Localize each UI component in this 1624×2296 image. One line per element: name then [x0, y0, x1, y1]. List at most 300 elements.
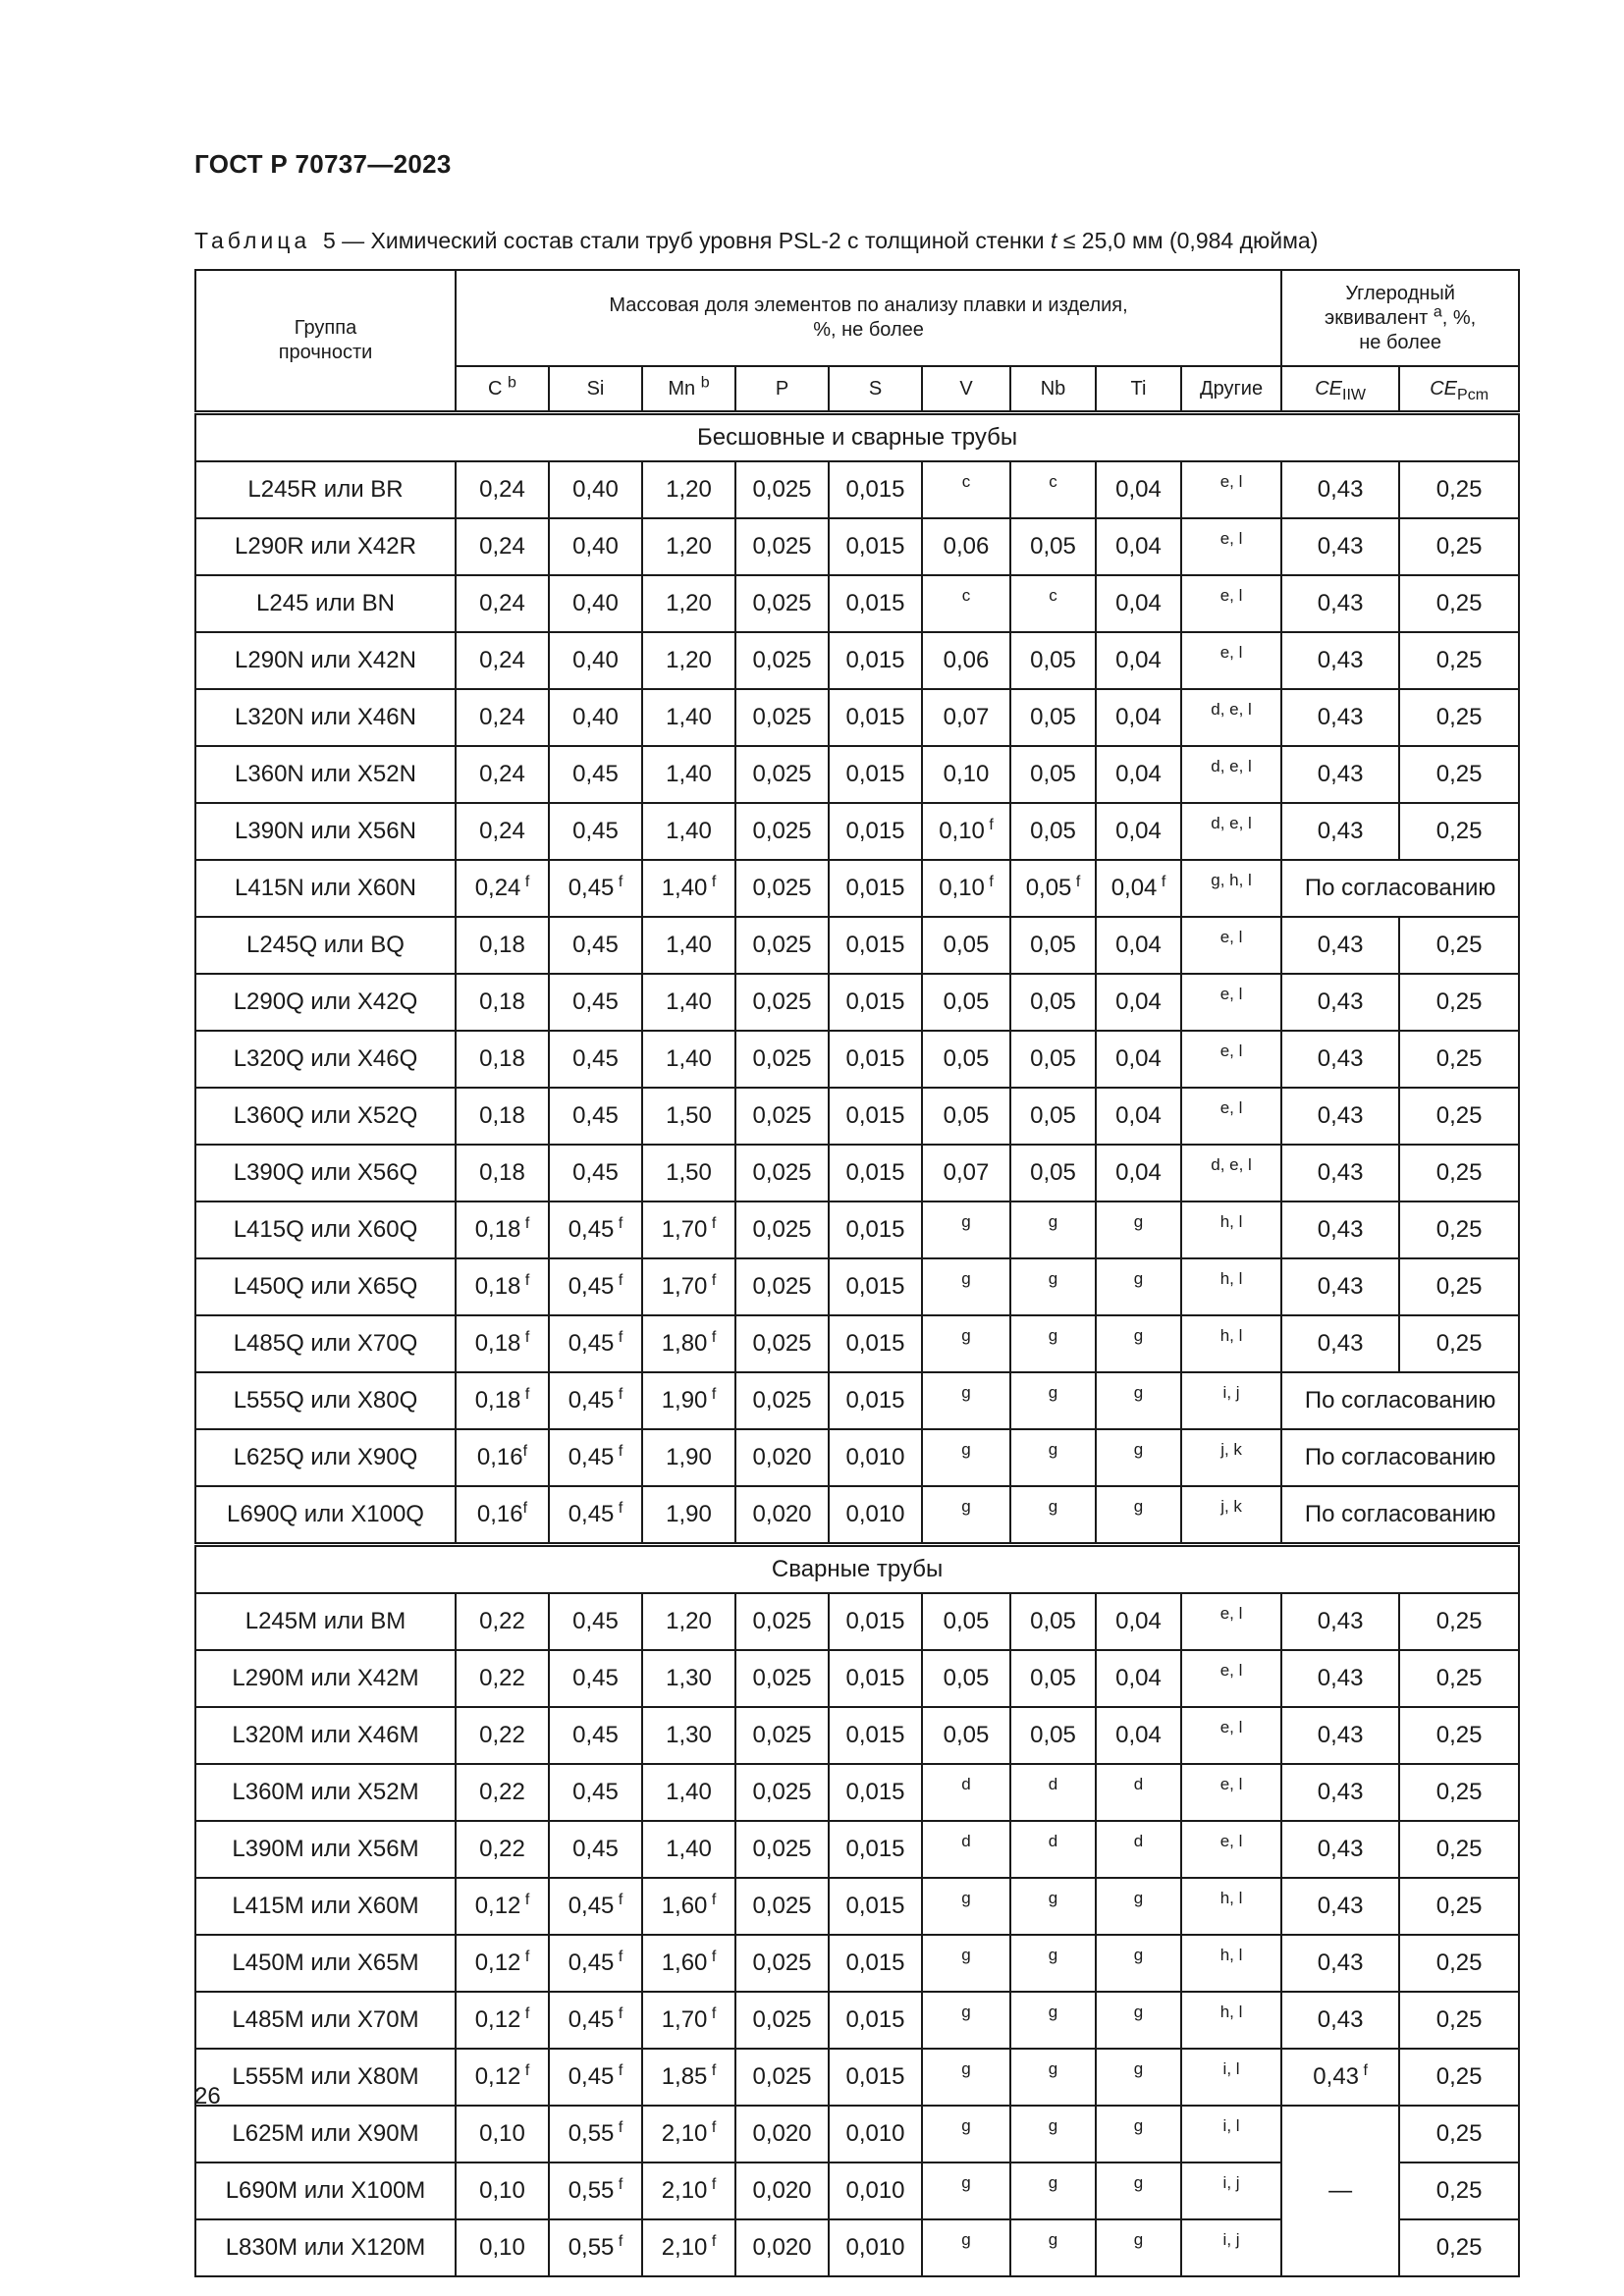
cell-footnote-ref: f	[614, 1215, 623, 1232]
cell-p: 0,025	[735, 1935, 829, 1992]
cell-v	[922, 860, 1010, 917]
cell-ce-pcm: 0,25	[1399, 1258, 1519, 1315]
cell-nb: 0,05	[1010, 1650, 1096, 1707]
cell-c: 0,22	[456, 1707, 549, 1764]
header-ce-line2-post: , %,	[1441, 306, 1477, 329]
cell-other: d, e, l	[1181, 803, 1281, 860]
cell-si: 0,45	[549, 1650, 642, 1707]
cell-si	[549, 2106, 642, 2163]
cell-nb: g	[1010, 2106, 1096, 2163]
cell-s: 0,015	[829, 461, 922, 518]
grade-cell: L625Q или X90Q	[195, 1429, 456, 1486]
page-number: 26	[194, 2083, 221, 2109]
cell-v: 0,10	[922, 746, 1010, 803]
cell-ce-pcm: 0,25	[1399, 2219, 1519, 2276]
grade-cell: L290M или X42M	[195, 1650, 456, 1707]
cell-ce-iiw: 0,43	[1281, 1707, 1399, 1764]
cell-p: 0,025	[735, 1201, 829, 1258]
cell-p: 0,025	[735, 1593, 829, 1650]
cell-footnote-ref: f	[707, 2005, 717, 2022]
cell-nb: g	[1010, 1992, 1096, 2049]
cell-footnote-ref: f	[614, 2233, 623, 2250]
table-row	[195, 632, 1519, 689]
cell-value: 0,45	[568, 1501, 615, 1527]
grade-cell: L555Q или X80Q	[195, 1372, 456, 1429]
cell-c: 0,24	[456, 632, 549, 689]
cell-other: d, e, l	[1181, 746, 1281, 803]
ce-symbol: CE	[1315, 377, 1342, 400]
ce-iiw-header-cell	[1281, 366, 1399, 413]
cell-ti: 0,04	[1096, 1145, 1181, 1201]
cell-other: i, j	[1181, 1372, 1281, 1429]
cell-ti: 0,04	[1096, 974, 1181, 1031]
cell-v: c	[922, 461, 1010, 518]
cell-p: 0,025	[735, 974, 829, 1031]
grade-cell: L320M или X46M	[195, 1707, 456, 1764]
cell-p: 0,020	[735, 1429, 829, 1486]
chemical-composition-table	[194, 269, 1520, 2277]
cell-s: 0,015	[829, 1201, 922, 1258]
cell-ti: g	[1096, 1372, 1181, 1429]
cell-s: 0,010	[829, 1486, 922, 1545]
cell-other: i, l	[1181, 2106, 1281, 2163]
cell-value: 1,90	[661, 1387, 708, 1414]
cell-mn	[642, 2219, 735, 2276]
cell-ti: g	[1096, 2219, 1181, 2276]
cell-s: 0,015	[829, 1878, 922, 1935]
cell-value: 1,40	[661, 875, 708, 901]
cell-ce-by-agreement: По согласованию	[1281, 1486, 1519, 1545]
header-group-text: Группа прочности	[278, 317, 373, 363]
cell-si: 0,40	[549, 689, 642, 746]
cell-c: 0,18	[456, 917, 549, 974]
grade-cell: L245Q или BQ	[195, 917, 456, 974]
section-row	[195, 1545, 1519, 1594]
cell-other: h, l	[1181, 1201, 1281, 1258]
cell-v	[922, 803, 1010, 860]
cell-ce-iiw: 0,43	[1281, 1315, 1399, 1372]
cell-value: 0,45	[568, 2063, 615, 2090]
element-header-cell	[549, 366, 642, 413]
table-row	[195, 1429, 1519, 1486]
cell-c: 0,22	[456, 1650, 549, 1707]
cell-other: g, h, l	[1181, 860, 1281, 917]
grade-cell: L690Q или X100Q	[195, 1486, 456, 1545]
element-header-cell	[922, 366, 1010, 413]
cell-v: g	[922, 2049, 1010, 2106]
cell-v: 0,06	[922, 518, 1010, 575]
cell-footnote-ref: f	[614, 874, 623, 890]
cell-mn: 1,50	[642, 1145, 735, 1201]
cell-nb: 0,05	[1010, 1088, 1096, 1145]
table-row	[195, 917, 1519, 974]
cell-ce-iiw: 0,43	[1281, 1088, 1399, 1145]
cell-v: g	[922, 1935, 1010, 1992]
cell-v: g	[922, 2106, 1010, 2163]
cell-nb: 0,05	[1010, 1593, 1096, 1650]
grade-cell: L290Q или X42Q	[195, 974, 456, 1031]
cell-value: 0,45	[568, 1949, 615, 1976]
grade-cell: L485M или X70M	[195, 1992, 456, 2049]
cell-si: 0,45	[549, 1764, 642, 1821]
cell-ti	[1096, 860, 1181, 917]
cell-ce-pcm: 0,25	[1399, 1878, 1519, 1935]
table-row	[195, 518, 1519, 575]
cell-other: i, j	[1181, 2219, 1281, 2276]
header-ce-line2-sup: a	[1433, 302, 1442, 320]
cell-s: 0,015	[829, 1935, 922, 1992]
cell-ce-pcm: 0,25	[1399, 1935, 1519, 1992]
cell-v: 0,05	[922, 1593, 1010, 1650]
cell-ce-iiw: 0,43	[1281, 974, 1399, 1031]
table-row	[195, 1201, 1519, 1258]
cell-s: 0,015	[829, 1258, 922, 1315]
table-row	[195, 1650, 1519, 1707]
cell-ce-iiw: 0,43	[1281, 575, 1399, 632]
cell-s: 0,010	[829, 2106, 922, 2163]
cell-value: 0,12	[474, 1893, 521, 1919]
cell-p: 0,020	[735, 1486, 829, 1545]
cell-p: 0,025	[735, 2049, 829, 2106]
cell-ce-iiw: 0,43	[1281, 689, 1399, 746]
grade-cell: L415Q или X60Q	[195, 1201, 456, 1258]
cell-ce-iiw: 0,43	[1281, 1031, 1399, 1088]
cell-ti: g	[1096, 1315, 1181, 1372]
cell-ce-iiw: 0,43	[1281, 1992, 1399, 2049]
grade-cell: L290R или X42R	[195, 518, 456, 575]
cell-mn	[642, 860, 735, 917]
cell-s: 0,015	[829, 1764, 922, 1821]
cell-mn: 1,40	[642, 1764, 735, 1821]
cell-si: 0,45	[549, 1145, 642, 1201]
cell-footnote-ref: f	[614, 2062, 623, 2079]
cell-nb: 0,05	[1010, 518, 1096, 575]
cell-c	[456, 1258, 549, 1315]
cell-footnote-ref: f	[520, 2005, 530, 2022]
cell-ti: 0,04	[1096, 1707, 1181, 1764]
cell-s: 0,015	[829, 518, 922, 575]
cell-c: 0,24	[456, 575, 549, 632]
cell-s: 0,015	[829, 689, 922, 746]
cell-footnote-ref: f	[707, 1272, 717, 1289]
header-carbon-equivalent-cell	[1281, 270, 1519, 366]
cell-ce-iiw: 0,43	[1281, 1650, 1399, 1707]
table-row	[195, 1258, 1519, 1315]
cell-v: 0,05	[922, 1031, 1010, 1088]
cell-footnote-ref: f	[707, 2176, 717, 2193]
cell-c	[456, 1935, 549, 1992]
header-mass-line1: Массовая доля элементов по анализу плавки и изделия,	[609, 294, 1128, 316]
cell-nb: 0,05	[1010, 746, 1096, 803]
table-row	[195, 689, 1519, 746]
header-row-1	[195, 270, 1519, 366]
cell-value: 0,24	[474, 875, 521, 901]
cell-footnote-ref: f	[614, 1386, 623, 1403]
cell-ce-pcm: 0,25	[1399, 1764, 1519, 1821]
cell-s: 0,015	[829, 746, 922, 803]
cell-value: 0,18	[474, 1216, 521, 1243]
cell-value: 0,04	[1110, 875, 1158, 901]
cell-value: 0,45	[568, 2006, 615, 2033]
cell-si: 0,40	[549, 461, 642, 518]
cell-v: c	[922, 575, 1010, 632]
cell-c	[456, 2049, 549, 2106]
cell-value: 1,70	[661, 1216, 708, 1243]
cell-si	[549, 1992, 642, 2049]
cell-p: 0,025	[735, 518, 829, 575]
cell-ce-iiw: 0,43	[1281, 1258, 1399, 1315]
cell-s: 0,015	[829, 1650, 922, 1707]
cell-other: e, l	[1181, 1031, 1281, 1088]
cell-c: 0,10	[456, 2219, 549, 2276]
cell-other: i, l	[1181, 2049, 1281, 2106]
cell-value: 0,12	[474, 1949, 521, 1976]
cell-footnote-ref: f	[707, 1215, 717, 1232]
cell-si	[549, 2163, 642, 2219]
cell-nb: g	[1010, 2163, 1096, 2219]
cell-s: 0,015	[829, 1992, 922, 2049]
cell-other: e, l	[1181, 461, 1281, 518]
cell-p: 0,025	[735, 1258, 829, 1315]
cell-other: j, k	[1181, 1429, 1281, 1486]
cell-s: 0,010	[829, 1429, 922, 1486]
cell-mn: 1,40	[642, 974, 735, 1031]
cell-mn	[642, 1992, 735, 2049]
grade-cell: L390Q или X56Q	[195, 1145, 456, 1201]
cell-c: 0,18	[456, 1088, 549, 1145]
cell-c: 0,24	[456, 689, 549, 746]
cell-value: 0,18	[474, 1387, 521, 1414]
cell-footnote-ref: f	[1359, 2062, 1368, 2079]
cell-si: 0,45	[549, 1707, 642, 1764]
cell-mn	[642, 1372, 735, 1429]
cell-other: d, e, l	[1181, 689, 1281, 746]
grade-cell: L290N или X42N	[195, 632, 456, 689]
cell-p: 0,025	[735, 1145, 829, 1201]
cell-p: 0,025	[735, 1650, 829, 1707]
cell-mn	[642, 1315, 735, 1372]
cell-ce-pcm: 0,25	[1399, 803, 1519, 860]
cell-v: d	[922, 1821, 1010, 1878]
table-row	[195, 1992, 1519, 2049]
cell-si	[549, 860, 642, 917]
cell-p: 0,025	[735, 1821, 829, 1878]
cell-ce-iiw: 0,43	[1281, 461, 1399, 518]
cell-footnote-ref: f	[520, 2062, 530, 2079]
cell-footnote-ref: f	[522, 1443, 528, 1460]
table-row	[195, 860, 1519, 917]
grade-cell: L360Q или X52Q	[195, 1088, 456, 1145]
cell-footnote-ref: f	[707, 1949, 717, 1965]
cell-footnote-ref: f	[614, 1272, 623, 1289]
cell-c: 0,22	[456, 1821, 549, 1878]
cell-c: 0,24	[456, 461, 549, 518]
cell-s: 0,010	[829, 2219, 922, 2276]
cell-ce-pcm: 0,25	[1399, 1707, 1519, 1764]
cell-c: 0,24	[456, 746, 549, 803]
cell-value: 0,45	[568, 875, 615, 901]
grade-cell: L485Q или X70Q	[195, 1315, 456, 1372]
cell-value: 0,45	[568, 1893, 615, 1919]
cell-si	[549, 2219, 642, 2276]
cell-ti: g	[1096, 1201, 1181, 1258]
cell-footnote-ref: f	[614, 1329, 623, 1346]
table-row	[195, 1935, 1519, 1992]
cell-value: 1,60	[661, 1893, 708, 1919]
table-row	[195, 1486, 1519, 1545]
cell-footnote-ref: f	[984, 817, 994, 833]
cell-ce-pcm: 0,25	[1399, 1992, 1519, 2049]
cell-si	[549, 1258, 642, 1315]
cell-si: 0,40	[549, 575, 642, 632]
cell-value: 0,05	[1025, 875, 1072, 901]
cell-p: 0,025	[735, 860, 829, 917]
ce-subscript: Pcm	[1457, 386, 1489, 403]
grade-cell: L415N или X60N	[195, 860, 456, 917]
cell-footnote-ref: f	[707, 2233, 717, 2250]
ce-subscript: IIW	[1342, 386, 1366, 403]
cell-p: 0,025	[735, 1992, 829, 2049]
cell-nb: 0,05	[1010, 917, 1096, 974]
cell-footnote-ref: f	[520, 1892, 530, 1908]
cell-c: 0,22	[456, 1593, 549, 1650]
table-row	[195, 974, 1519, 1031]
cell-footnote-ref: f	[520, 1949, 530, 1965]
ce-symbol: CE	[1430, 377, 1458, 400]
cell-v: g	[922, 1315, 1010, 1372]
cell-s: 0,015	[829, 917, 922, 974]
element-header-cell	[1010, 366, 1096, 413]
cell-ti: 0,04	[1096, 1593, 1181, 1650]
grade-cell: L245R или BR	[195, 461, 456, 518]
grade-cell: L320Q или X46Q	[195, 1031, 456, 1088]
cell-other: h, l	[1181, 1935, 1281, 1992]
cell-ce-iiw: 0,43	[1281, 803, 1399, 860]
cell-nb: g	[1010, 1201, 1096, 1258]
cell-mn: 1,50	[642, 1088, 735, 1145]
cell-s: 0,015	[829, 1707, 922, 1764]
cell-ti: 0,04	[1096, 746, 1181, 803]
element-symbol: V	[959, 377, 973, 400]
cell-ce-iiw: 0,43	[1281, 1201, 1399, 1258]
element-footnote-ref: b	[700, 373, 710, 391]
cell-ce-pcm: 0,25	[1399, 1593, 1519, 1650]
cell-other: e, l	[1181, 575, 1281, 632]
cell-other: e, l	[1181, 632, 1281, 689]
cell-ce-by-agreement: По согласованию	[1281, 1372, 1519, 1429]
cell-footnote-ref: f	[707, 2119, 717, 2136]
cell-other: e, l	[1181, 1707, 1281, 1764]
cell-p: 0,025	[735, 803, 829, 860]
cell-ce-iiw	[1281, 2049, 1399, 2106]
cell-other: h, l	[1181, 1315, 1281, 1372]
cell-nb: c	[1010, 461, 1096, 518]
cell-nb: g	[1010, 1486, 1096, 1545]
caption-rest: ≤ 25,0 мм (0,984 дюйма)	[1062, 228, 1319, 253]
cell-value: 0,10	[939, 875, 985, 901]
cell-other: e, l	[1181, 1650, 1281, 1707]
cell-footnote-ref: f	[707, 874, 717, 890]
cell-nb: d	[1010, 1821, 1096, 1878]
cell-ce-iiw: 0,43	[1281, 632, 1399, 689]
cell-ce-iiw: 0,43	[1281, 1764, 1399, 1821]
cell-footnote-ref: f	[520, 874, 530, 890]
cell-p: 0,025	[735, 689, 829, 746]
table-row	[195, 575, 1519, 632]
cell-ti: 0,04	[1096, 575, 1181, 632]
cell-nb	[1010, 860, 1096, 917]
cell-s: 0,015	[829, 1145, 922, 1201]
cell-si: 0,45	[549, 917, 642, 974]
cell-mn: 1,40	[642, 1821, 735, 1878]
header-mass-fraction-cell	[456, 270, 1281, 366]
cell-ce-pcm: 0,25	[1399, 1650, 1519, 1707]
cell-v: d	[922, 1764, 1010, 1821]
cell-s: 0,015	[829, 575, 922, 632]
cell-ce-pcm: 0,25	[1399, 1145, 1519, 1201]
cell-c: 0,10	[456, 2106, 549, 2163]
cell-footnote-ref: f	[707, 2062, 717, 2079]
element-symbol: Si	[586, 377, 605, 400]
cell-value: 0,10	[939, 818, 985, 844]
cell-value: 0,45	[568, 1216, 615, 1243]
cell-c	[456, 1429, 549, 1486]
cell-value: 0,45	[568, 1330, 615, 1357]
element-header-cell	[642, 366, 735, 413]
element-symbol: Mn	[668, 377, 696, 400]
cell-ce-by-agreement: По согласованию	[1281, 860, 1519, 917]
grade-cell: L390N или X56N	[195, 803, 456, 860]
cell-value: 0,18	[474, 1330, 521, 1357]
cell-ce-pcm: 0,25	[1399, 2163, 1519, 2219]
cell-si	[549, 1935, 642, 1992]
cell-other: e, l	[1181, 1764, 1281, 1821]
cell-ce-pcm: 0,25	[1399, 518, 1519, 575]
table-row	[195, 1088, 1519, 1145]
cell-ti: g	[1096, 1992, 1181, 2049]
table-row	[195, 1593, 1519, 1650]
element-symbol: Другие	[1200, 377, 1264, 400]
cell-other: h, l	[1181, 1258, 1281, 1315]
grade-cell: L245M или BM	[195, 1593, 456, 1650]
cell-mn: 1,40	[642, 803, 735, 860]
cell-ce-pcm: 0,25	[1399, 1821, 1519, 1878]
cell-ti: 0,04	[1096, 689, 1181, 746]
grade-cell: L625M или X90M	[195, 2106, 456, 2163]
cell-ti: g	[1096, 2049, 1181, 2106]
cell-value: 0,16	[476, 1444, 523, 1470]
cell-v: g	[922, 1992, 1010, 2049]
cell-s: 0,015	[829, 1031, 922, 1088]
element-symbol: Nb	[1040, 377, 1066, 400]
cell-nb: c	[1010, 575, 1096, 632]
cell-value: 0,55	[568, 2120, 615, 2147]
cell-ce-pcm: 0,25	[1399, 575, 1519, 632]
cell-p: 0,025	[735, 746, 829, 803]
cell-p: 0,020	[735, 2106, 829, 2163]
grade-cell: L830M или X120M	[195, 2219, 456, 2276]
cell-v: 0,05	[922, 1088, 1010, 1145]
cell-si	[549, 1486, 642, 1545]
cell-footnote-ref: f	[614, 1500, 623, 1517]
cell-si	[549, 2049, 642, 2106]
cell-si: 0,45	[549, 1821, 642, 1878]
cell-mn	[642, 1878, 735, 1935]
grade-cell: L555M или X80M	[195, 2049, 456, 2106]
cell-ce-pcm: 0,25	[1399, 1315, 1519, 1372]
cell-si: 0,45	[549, 1593, 642, 1650]
grade-cell: L320N или X46N	[195, 689, 456, 746]
